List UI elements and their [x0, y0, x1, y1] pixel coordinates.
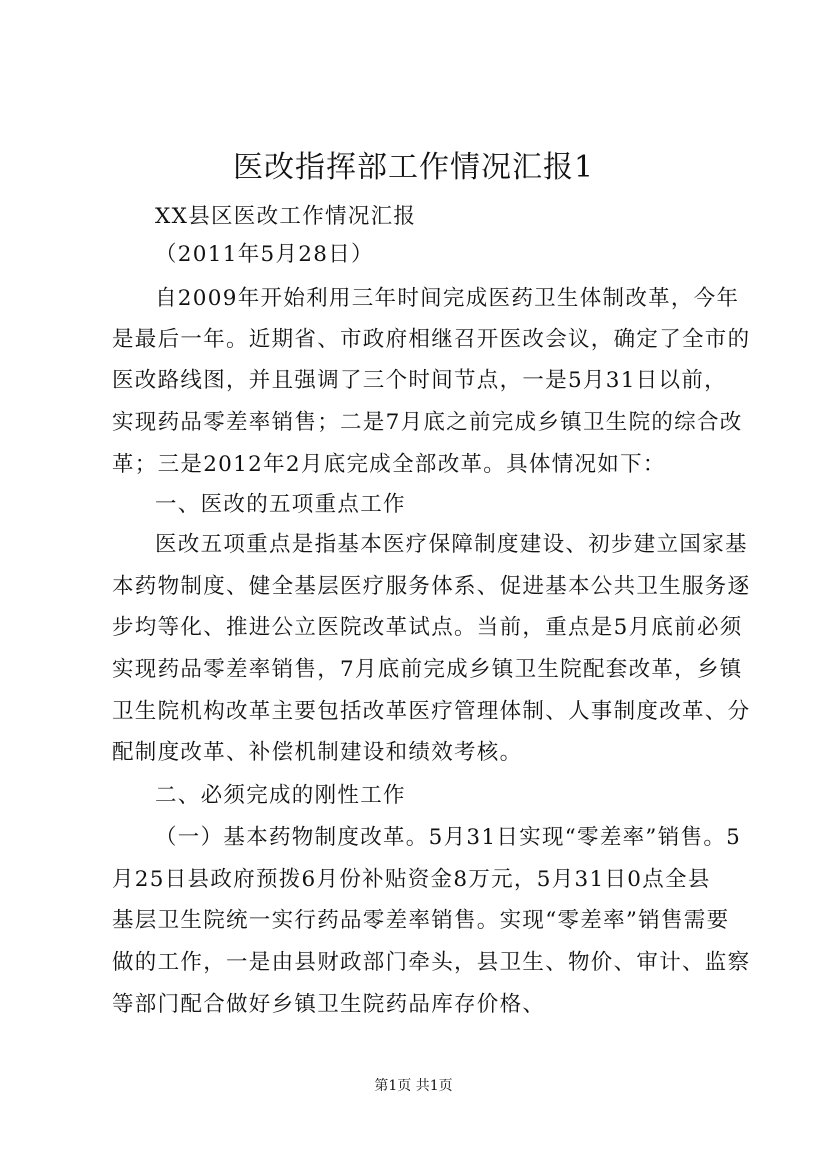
paragraph-line: 月25日县政府预拨6月份补贴资金8万元，5月31日0点全县 [112, 867, 711, 892]
paragraph-line: 本药物制度、健全基层医疗服务体系、促进基本公共卫生服务逐 [112, 574, 751, 599]
paragraph-line: 医改路线图，并且强调了三个时间节点，一是5月31日以前， [112, 368, 727, 393]
paragraph-line: （一）基本药物制度改革。5月31日实现“零差率”销售。5 [155, 825, 742, 850]
page-footer: 第1页 共1页 [374, 1078, 453, 1094]
paragraph-line: 实现药品零差率销售；二是7月底之前完成乡镇卫生院的综合改 [112, 410, 743, 435]
section-heading: 二、必须完成的刚性工作 [155, 783, 406, 808]
document-title: 医改指挥部工作情况汇报1 [232, 150, 595, 185]
paragraph-line: 等部门配合做好乡镇卫生院药品库存价格、 [112, 992, 546, 1017]
paragraph-line: 步均等化、推进公立医院改革试点。当前，重点是5月底前必须 [112, 615, 743, 640]
paragraph-line: 革；三是2012年2月底完成全部改革。具体情况如下： [112, 452, 666, 477]
document-date: （2011年5月28日） [155, 242, 374, 267]
paragraph-line: 做的工作，一是由县财政部门牵头，县卫生、物价、审计、监察 [112, 950, 751, 975]
paragraph-line: 医改五项重点是指基本医疗保障制度建设、初步建立国家基 [155, 532, 748, 557]
document-subtitle: XX县区医改工作情况汇报 [155, 204, 417, 229]
paragraph-line: 基层卫生院统一实行药品零差率销售。实现“零差率”销售需要 [112, 908, 730, 933]
paragraph-line: 卫生院机构改革主要包括改革医疗管理体制、人事制度改革、分 [112, 699, 751, 724]
paragraph-line: 是最后一年。近期省、市政府相继召开医改会议，确定了全市的 [112, 327, 751, 352]
paragraph-line: 自2009年开始利用三年时间完成医药卫生体制改革，今年 [155, 286, 740, 311]
section-heading: 一、医改的五项重点工作 [155, 492, 406, 517]
paragraph-line: 实现药品零差率销售，7月底前完成乡镇卫生院配套改革，乡镇 [112, 657, 743, 682]
paragraph-line: 配制度改革、补偿机制建设和绩效考核。 [112, 740, 523, 765]
